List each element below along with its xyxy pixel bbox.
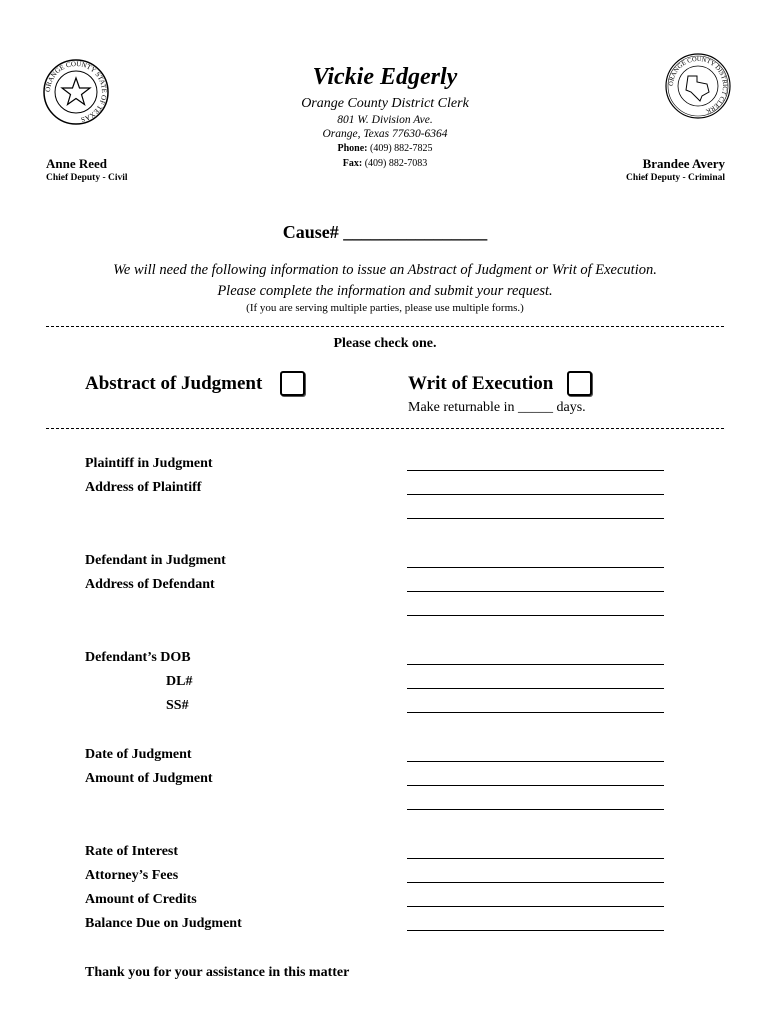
attorneys-fees-input-line[interactable] — [407, 882, 664, 883]
office-title: Orange County District Clerk — [301, 96, 469, 111]
phone-line — [0, 143, 770, 154]
amount-of-judgment-label: Amount of Judgment — [85, 771, 213, 786]
balance-due-label: Balance Due on Judgment — [85, 916, 242, 931]
defendant-dob-input-line[interactable] — [407, 664, 664, 665]
amount-of-credits-input-line[interactable] — [407, 906, 664, 907]
ss-label: SS# — [166, 698, 189, 713]
defendant-label: Defendant in Judgment — [85, 553, 226, 568]
defendant-dob-label: Defendant’s DOB — [85, 650, 191, 665]
clerk-name: Vickie Edgerly — [312, 64, 458, 90]
amount-of-credits-label: Amount of Credits — [85, 892, 197, 907]
writ-of-execution-label: Writ of Execution — [408, 373, 554, 394]
divider-bottom — [46, 428, 724, 429]
address-line-1: 801 W. Division Ave. — [337, 114, 433, 126]
check-prompt: Please check one. — [333, 336, 437, 351]
date-of-judgment-label: Date of Judgment — [85, 747, 192, 762]
plaintiff-address-input-line-1[interactable] — [407, 494, 664, 495]
attorneys-fees-label: Attorney’s Fees — [85, 868, 179, 883]
plaintiff-address-input-line-2[interactable] — [407, 518, 664, 519]
seal-right-text: ORANGE COUNTY DISTRICT CLERK — [667, 55, 729, 115]
balance-due-input-line[interactable] — [407, 930, 664, 931]
left-deputy-title: Chief Deputy - Civil — [46, 173, 128, 183]
address-line-2: Orange, Texas 77630-6364 — [322, 128, 448, 140]
seal-left-text: ORANGE COUNTY STATE OF TEXAS — [43, 59, 109, 124]
date-of-judgment-input-line[interactable] — [407, 761, 664, 762]
defendant-address-input-line-1[interactable] — [407, 591, 664, 592]
ss-input-line[interactable] — [407, 712, 664, 713]
defendant-input-line[interactable] — [407, 567, 664, 568]
rate-of-interest-input-line[interactable] — [407, 858, 664, 859]
left-deputy-name: Anne Reed — [46, 156, 108, 171]
instruction-line-1: We will need the following information to issue an Abstract of Judgment or Writ of Execution. — [113, 262, 657, 278]
phone-value: (409) 882-7825 — [370, 143, 433, 154]
defendant-address-input-line-2[interactable] — [407, 615, 664, 616]
right-deputy-title: Chief Deputy - Criminal — [626, 173, 725, 183]
abstract-of-judgment-checkbox[interactable] — [280, 371, 305, 396]
amount-of-judgment-input-line-2[interactable] — [407, 809, 664, 810]
rate-of-interest-label: Rate of Interest — [85, 844, 179, 859]
instruction-line-2: Please complete the information and submit your request. — [217, 283, 553, 299]
plaintiff-address-label: Address of Plaintiff — [85, 480, 202, 495]
defendant-address-label: Address of Defendant — [85, 577, 215, 592]
right-deputy-name: Brandee Avery — [642, 156, 725, 171]
writ-of-execution-checkbox[interactable] — [567, 371, 592, 396]
dl-label: DL# — [166, 674, 193, 689]
closing-text: Thank you for your assistance in this matter — [85, 965, 350, 980]
divider-top — [46, 326, 724, 327]
fax-label: Fax: — [342, 158, 363, 169]
fax-value: (409) 882-7083 — [364, 158, 428, 169]
plaintiff-label: Plaintiff in Judgment — [85, 456, 213, 471]
amount-of-judgment-input-line-1[interactable] — [407, 785, 664, 786]
cause-number-field[interactable]: Cause# ________________ — [282, 222, 488, 242]
plaintiff-input-line[interactable] — [407, 470, 664, 471]
phone-label: Phone: — [337, 143, 368, 154]
dl-input-line[interactable] — [407, 688, 664, 689]
abstract-of-judgment-label: Abstract of Judgment — [85, 373, 263, 394]
instruction-line-3: (If you are serving multiple parties, please use multiple forms.) — [246, 302, 524, 314]
returnable-days-field[interactable]: Make returnable in _____ days. — [408, 400, 586, 415]
